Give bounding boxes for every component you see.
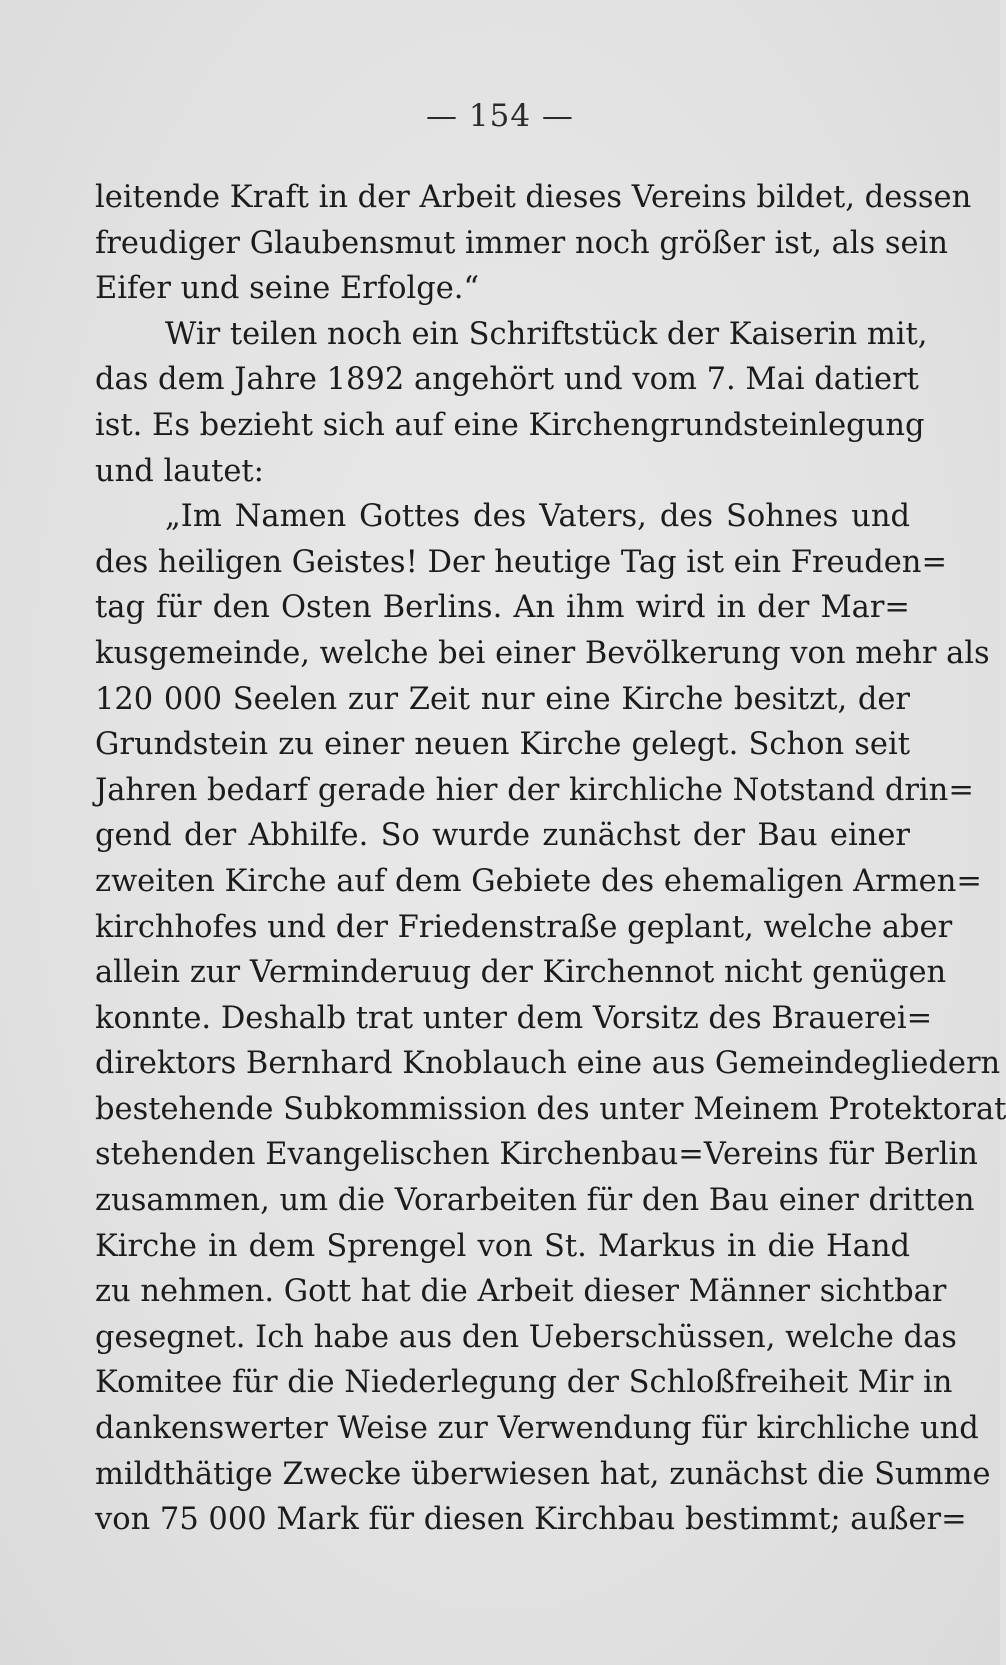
text-line: kirchhofes und der Friedenstraße geplant, welche aber — [95, 909, 953, 945]
text-line: zweiten Kirche auf dem Gebiete des ehemaligen Armen= — [95, 863, 982, 899]
text-line: Wir teilen noch ein Schriftstück der Kaiserin mit, — [165, 316, 928, 352]
text-line: direktors Bernhard Knoblauch eine aus Gemeindegliedern — [95, 1046, 1001, 1082]
text-line: Eifer und seine Erfolge.“ — [95, 271, 480, 307]
text-line: tag für den Osten Berlins. An ihm wird in der Mar= — [95, 590, 910, 626]
text-line: konnte. Deshalb trat unter dem Vorsitz des Brauerei= — [95, 1000, 933, 1036]
text-line: leitende Kraft in der Arbeit dieses Vereins bildet, dessen — [95, 180, 972, 215]
body-text — [95, 175, 1006, 1543]
text-line: von 75 000 Mark für diesen Kirchbau bestimmt; außer= — [95, 1502, 967, 1538]
text-line: mildthätige Zwecke überwiesen hat, zunächst die Summe — [95, 1456, 991, 1492]
text-line: zu nehmen. Gott hat die Arbeit dieser Männer sichtbar — [95, 1274, 947, 1310]
text-line: kusgemeinde, welche bei einer Bevölkerung von mehr als — [95, 635, 990, 671]
text-line: dankenswerter Weise zur Verwendung für kirchliche und — [95, 1411, 979, 1447]
text-line: Komitee für die Niederlegung der Schloßfreiheit Mir in — [95, 1365, 953, 1401]
text-line: allein zur Verminderuug der Kirchennot nicht genügen — [95, 955, 947, 991]
text-line: 120 000 Seelen zur Zeit nur eine Kirche besitzt, der — [95, 681, 910, 717]
text-line: zusammen, um die Vorarbeiten für den Bau einer dritten — [95, 1183, 975, 1219]
text-line: das dem Jahre 1892 angehört und vom 7. Mai datiert — [95, 362, 919, 398]
text-line: bestehende Subkommission des unter Meinem Protektorat — [95, 1091, 1006, 1127]
text-line: gesegnet. Ich habe aus den Ueberschüssen, welche das — [95, 1319, 957, 1355]
page-number: — 154 — — [426, 98, 574, 134]
text-line: des heiligen Geistes! Der heutige Tag ist ein Freuden= — [95, 544, 948, 580]
text-line: und lautet: — [95, 453, 264, 489]
text-line: ist. Es bezieht sich auf eine Kirchengrundsteinlegung — [95, 407, 925, 443]
text-line: freudiger Glaubensmut immer noch größer ist, als sein — [95, 225, 948, 261]
text-line: stehenden Evangelischen Kirchenbau=Vereins für Berlin — [95, 1137, 978, 1173]
text-line: Kirche in dem Sprengel von St. Markus in die Hand — [95, 1228, 910, 1264]
text-line: Jahren bedarf gerade hier der kirchliche Notstand drin= — [95, 772, 974, 808]
text-line: gend der Abhilfe. So wurde zunächst der Bau einer — [95, 818, 910, 854]
text-line: „Im Namen Gottes des Vaters, des Sohnes und — [165, 499, 910, 535]
text-line: Grundstein zu einer neuen Kirche gelegt. Schon seit — [95, 727, 910, 763]
